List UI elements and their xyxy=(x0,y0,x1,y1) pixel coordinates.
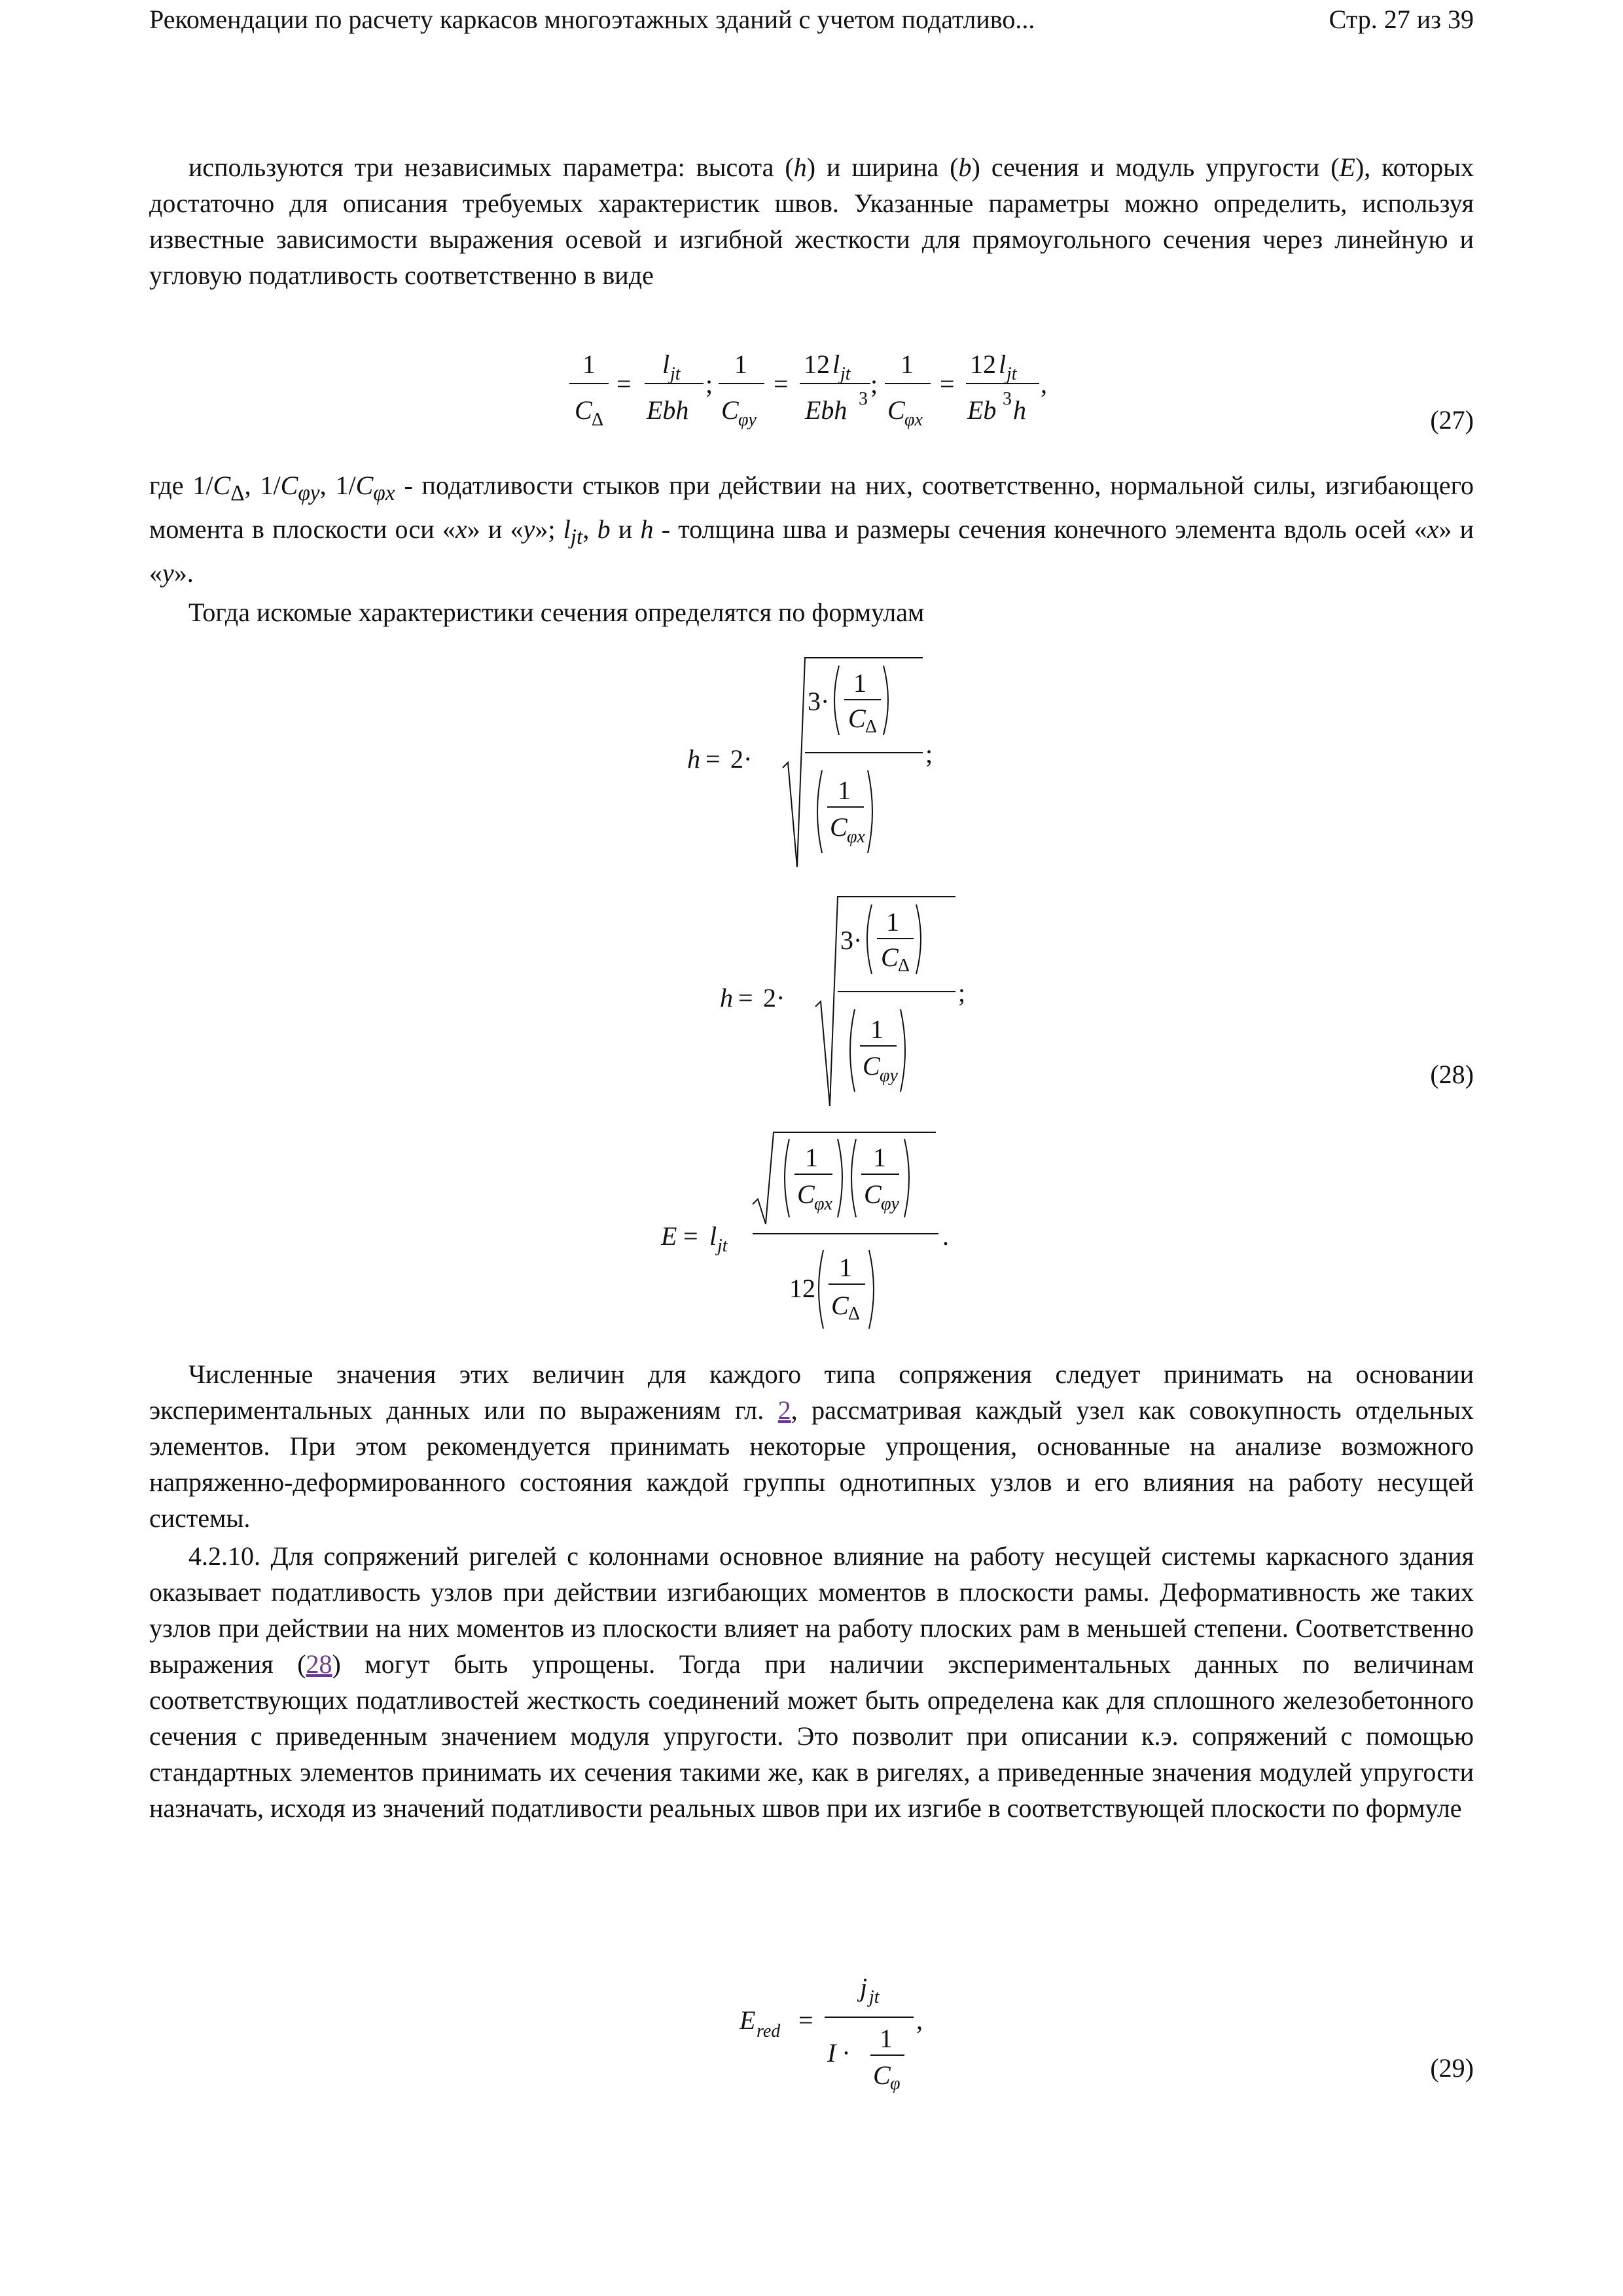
svg-text:I ·: I · xyxy=(827,2038,849,2068)
svg-text:1: 1 xyxy=(901,350,914,379)
svg-text:1: 1 xyxy=(734,350,747,379)
svg-text:E: E xyxy=(740,2005,756,2035)
svg-text:3·: 3· xyxy=(808,687,830,716)
paragraph-1: используются три независимых параметра: высота (h) и ширина (b) сечения и модуль упругости (E), которых достаточно для описания требуемых характеристик швов. Указанные параметры можно определить, используя известные зависимости выражения осевой и изгибной жесткости для прямоугольного сечения через линейную и угловую податливость соответственно в виде xyxy=(149,152,1474,290)
equation-number-29: (29) xyxy=(1430,2053,1474,2083)
svg-text:l: l xyxy=(709,1221,717,1251)
svg-text:,: , xyxy=(916,2005,923,2035)
svg-text:h: h xyxy=(720,983,733,1013)
svg-text:l: l xyxy=(999,350,1007,379)
svg-text:,: , xyxy=(1041,369,1047,399)
svg-text:jt: jt xyxy=(1007,364,1017,384)
svg-text:jt: jt xyxy=(869,1987,880,2007)
svg-text:3: 3 xyxy=(1003,389,1012,409)
svg-text:Δ: Δ xyxy=(592,410,604,430)
svg-text:1: 1 xyxy=(880,2024,893,2053)
paragraph-3: Тогда искомые характеристики сечения определятся по формулам xyxy=(188,598,925,627)
svg-text:l: l xyxy=(832,350,840,379)
svg-text:h: h xyxy=(1013,395,1026,425)
svg-text:C: C xyxy=(863,1051,880,1081)
svg-text:φy: φy xyxy=(880,1066,898,1086)
svg-text:1: 1 xyxy=(870,1014,883,1044)
svg-text:C: C xyxy=(797,1179,815,1209)
equation-27 xyxy=(563,340,1073,452)
svg-text:C: C xyxy=(887,395,905,425)
svg-text:Δ: Δ xyxy=(898,956,910,976)
svg-text:=: = xyxy=(616,369,632,399)
svg-text:jt: jt xyxy=(840,364,851,384)
svg-text:1: 1 xyxy=(839,1253,852,1282)
svg-text:C: C xyxy=(721,395,739,425)
svg-text:3·: 3· xyxy=(840,925,863,955)
svg-text:φx: φx xyxy=(904,410,923,430)
svg-text:C: C xyxy=(848,704,866,733)
svg-text:Ebh: Ebh xyxy=(805,395,847,425)
equation-number-27: (27) xyxy=(1430,405,1474,435)
svg-text:1: 1 xyxy=(873,1143,886,1172)
svg-text:l: l xyxy=(662,350,670,379)
svg-text:12: 12 xyxy=(804,350,830,379)
svg-text:=: = xyxy=(683,1221,698,1251)
svg-text:1: 1 xyxy=(838,776,851,805)
svg-text:=: = xyxy=(705,744,721,774)
svg-text:φy: φy xyxy=(738,410,757,430)
svg-text:;: ; xyxy=(925,739,933,768)
svg-text:C: C xyxy=(575,395,592,425)
svg-text:Ebh: Ebh xyxy=(647,395,689,425)
svg-text:3: 3 xyxy=(859,389,868,409)
svg-text:Δ: Δ xyxy=(865,717,878,737)
page-number: Стр. 27 из 39 xyxy=(1329,5,1474,34)
svg-text:jt: jt xyxy=(717,1236,728,1256)
svg-text:;: ; xyxy=(705,369,713,399)
svg-text:1: 1 xyxy=(805,1143,818,1172)
svg-text:jt: jt xyxy=(670,364,681,384)
equation-28b xyxy=(720,890,969,1113)
page-header xyxy=(149,4,1474,35)
svg-text:2·: 2· xyxy=(730,744,753,774)
equation-28c xyxy=(661,1126,975,1342)
svg-text:12: 12 xyxy=(789,1274,815,1303)
svg-text:1: 1 xyxy=(582,350,596,379)
equation-number-28: (28) xyxy=(1430,1060,1474,1089)
svg-text:Eb: Eb xyxy=(967,395,997,425)
svg-text:C: C xyxy=(873,2060,891,2090)
equation-28-link[interactable]: 28 xyxy=(306,1649,332,1679)
paragraph-5: 4.2.10. Для сопряжений ригелей с колоннами основное влияние на работу несущей системы каркасного здания оказывает податливость узлов при действии изгибающих моментов в плоскости рамы. Деформативность же таких узлов при действии на них моментов из плоскости влияет на работу плоских рам в меньшей степени. Соответственно выражения (28) могут быть упрощены. Тогда при наличии экспериментальных данных по величинам соответствующих податливостей жесткость соединений может быть определена как для сплошного железобетонного сечения с приведенным значением модуля упругости. Это позволит при описании к.э. сопряжений с помощью стандартных элементов принимать их сечения такими же, как в ригелях, а приведенные значения модулей упругости назначать, исходя из значений податливости реальных швов при их изгибе в соответствующей плоскости по формуле xyxy=(149,1541,1474,1823)
svg-text:;: ; xyxy=(958,978,966,1007)
svg-text:φx: φx xyxy=(814,1194,832,1214)
svg-text:C: C xyxy=(864,1179,882,1209)
svg-text:h: h xyxy=(687,744,700,774)
svg-text:=: = xyxy=(738,983,753,1013)
paragraph-2: где $1/C_\Delta$, $1/C_{\varphi y}$, $1/C_{\varphi x}$ - податливости стыков при действии на них, соответственно, нормальной силы, изгибающего момента в плоскости оси «x» и «y»; $l_{jt}$, b и h - толщина шва и размеры сечения конечного элемента вдоль осей «x» и «y». xyxy=(149,471,1474,588)
svg-text:φ: φ xyxy=(890,2073,901,2094)
svg-text:.: . xyxy=(942,1221,949,1251)
svg-text:=: = xyxy=(798,2005,813,2035)
svg-text:E: E xyxy=(661,1221,677,1251)
svg-text:=: = xyxy=(940,369,955,399)
svg-text:j: j xyxy=(860,1973,868,2002)
equation-29 xyxy=(740,1964,949,2094)
svg-text:12: 12 xyxy=(970,350,996,379)
svg-text:C: C xyxy=(881,942,899,972)
svg-text:1: 1 xyxy=(886,907,899,937)
document-title: Рекомендации по расчету каркасов многоэтажных зданий с учетом податливо... xyxy=(149,5,1035,34)
svg-text:φy: φy xyxy=(881,1194,899,1214)
svg-text:=: = xyxy=(774,369,789,399)
svg-text:C: C xyxy=(831,1291,849,1320)
svg-text:red: red xyxy=(757,2021,781,2041)
paragraph-4: Численные значения этих величин для каждого типа сопряжения следует принимать на основании экспериментальных данных или по выражениям гл. 2, рассматривая каждый узел как совокупность отдельных элементов. При этом рекомендуется принимать некоторые упрощения, основанные на анализе возможного напряженно-деформированного состояния каждой группы однотипных узлов и его влияния на работу несущей системы. xyxy=(149,1359,1474,1533)
svg-text:;: ; xyxy=(870,369,878,399)
svg-text:Δ: Δ xyxy=(848,1304,861,1324)
chapter-2-link[interactable]: 2 xyxy=(777,1395,791,1425)
svg-text:2·: 2· xyxy=(763,983,785,1013)
svg-text:C: C xyxy=(830,812,847,842)
svg-text:φx: φx xyxy=(847,827,865,847)
equation-28a xyxy=(687,651,936,874)
svg-text:1: 1 xyxy=(853,668,866,698)
